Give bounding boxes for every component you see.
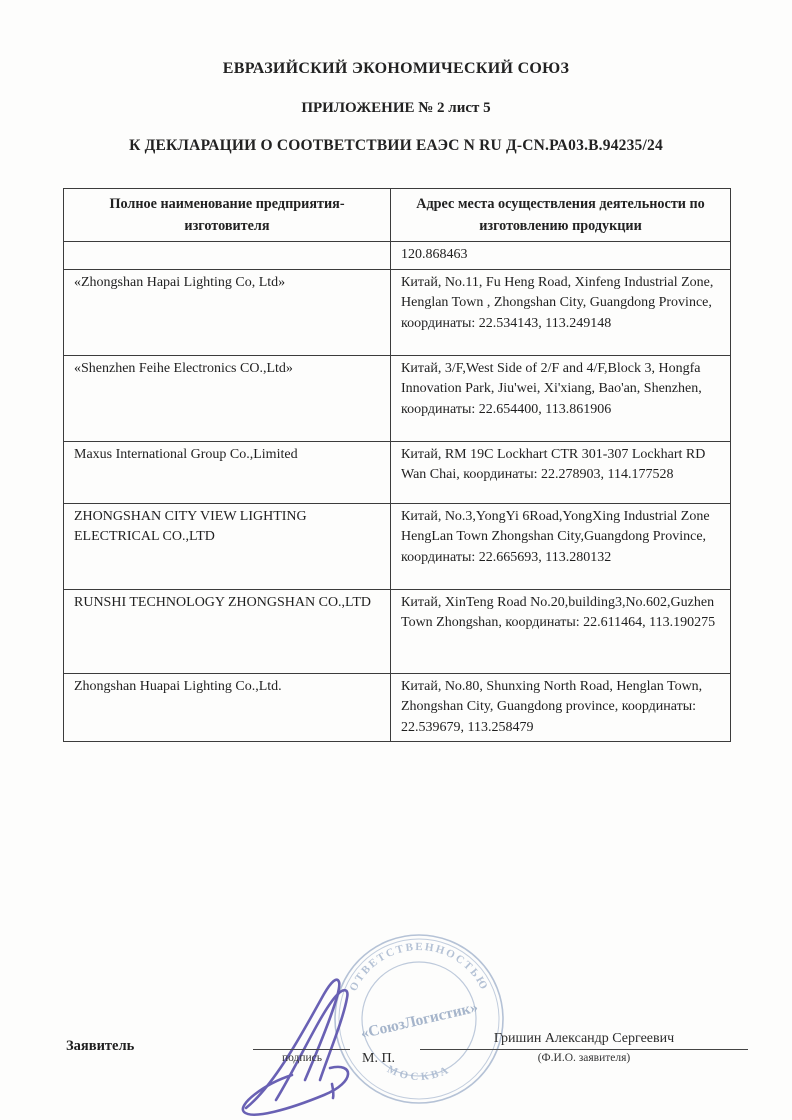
manufacturer-name-cell: RUNSHI TECHNOLOGY ZHONGSHAN CO.,LTD	[64, 589, 391, 673]
signature-line	[253, 1049, 350, 1050]
manufacturer-address-cell: Китай, No.3,YongYi 6Road,YongXing Industrial Zone HengLan Town Zhongshan City,Guangdong Province, координаты: 22.665693, 113.280132	[391, 503, 731, 589]
stamp-arc-bottom-text: МОСКВА	[385, 1063, 453, 1084]
manufacturer-address-cell: Китай, XinTeng Road No.20,building3,No.602,Guzhen Town Zhongshan, координаты: 22.611464, 113.190275	[391, 589, 731, 673]
seal-place-label: М. П.	[362, 1051, 396, 1066]
applicant-signature	[232, 968, 412, 1120]
table-row	[64, 441, 731, 503]
manufacturers-table	[63, 188, 731, 742]
table-row	[64, 355, 731, 441]
manufacturer-address-cell: Китай, No.80, Shunxing North Road, Henglan Town, Zhongshan City, Guangdong province, координаты: 22.539679, 113.258479	[391, 673, 731, 742]
table-row	[64, 503, 731, 589]
manufacturer-name-cell: «Zhongshan Hapai Lighting Co, Ltd»	[64, 269, 391, 355]
declaration-number: К ДЕКЛАРАЦИИ О СООТВЕТСТВИИ ЕАЭС N RU Д-CN.РА03.В.94235/24	[129, 137, 663, 154]
table-header-row	[64, 189, 731, 242]
manufacturer-address-cell: 120.868463	[391, 242, 731, 270]
manufacturer-name-cell: Maxus International Group Co.,Limited	[64, 441, 391, 503]
manufacturer-name-cell: Zhongshan Huapai Lighting Co.,Ltd.	[64, 673, 391, 742]
manufacturer-address-cell: Китай, 3/F,West Side of 2/F and 4/F,Block 3, Hongfa Innovation Park, Jiu'wei, Xi'xiang, Bao'an, Shenzhen, координаты: 22.654400, 113.861906	[391, 355, 731, 441]
column-header-manufacturer: Полное наименование предприятия-изготовителя	[64, 189, 391, 242]
applicant-name-line	[420, 1049, 748, 1050]
manufacturer-name-cell: «Shenzhen Feihe Electronics CO.,Ltd»	[64, 355, 391, 441]
manufacturer-name-cell: ZHONGSHAN CITY VIEW LIGHTING ELECTRICAL CO.,LTD	[64, 503, 391, 589]
table-row	[64, 269, 731, 355]
applicant-label: Заявитель	[66, 1038, 135, 1054]
stamp-arc-top-text: ОТВЕТСТВЕННОСТЬЮ	[347, 940, 491, 994]
applicant-name: Гришин Александр Сергеевич	[493, 1031, 675, 1046]
manufacturer-address-cell: Китай, RM 19C Lockhart CTR 301-307 Lockhart RD Wan Chai, координаты: 22.278903, 114.177528	[391, 441, 731, 503]
manufacturer-name-cell	[64, 242, 391, 270]
stamp-center-text: «СоюзЛогистик»	[359, 998, 480, 1043]
table-row	[64, 242, 731, 270]
table-row	[64, 589, 731, 673]
column-header-address: Адрес места осуществления деятельности по изготовлению продукции	[391, 189, 731, 242]
union-title: ЕВРАЗИЙСКИЙ ЭКОНОМИЧЕСКИЙ СОЮЗ	[222, 60, 570, 77]
annex-title: ПРИЛОЖЕНИЕ № 2 лист 5	[301, 100, 491, 116]
signature-caption: подпись	[281, 1052, 323, 1064]
applicant-name-caption: (Ф.И.О. заявителя)	[537, 1052, 631, 1064]
manufacturer-address-cell: Китай, No.11, Fu Heng Road, Xinfeng Industrial Zone, Henglan Town , Zhongshan City, Guangdong Province, координаты: 22.534143, 113.249148	[391, 269, 731, 355]
document-header	[0, 60, 792, 155]
table-row	[64, 673, 731, 742]
